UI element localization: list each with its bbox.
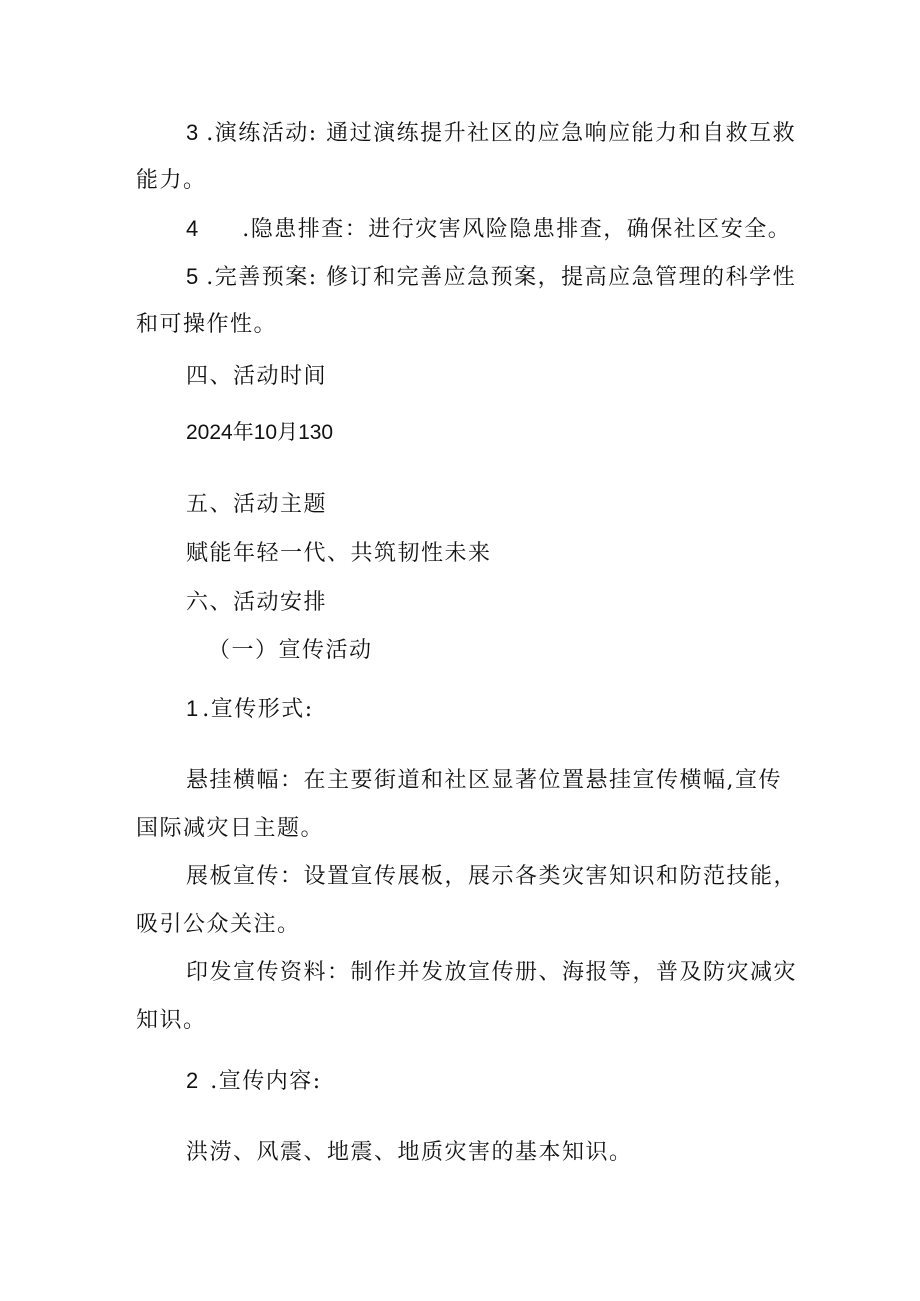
publicity-content-number: 2 [186, 1068, 199, 1093]
publicity-content-label [186, 1066, 322, 1097]
item3-number: 3 [186, 120, 199, 145]
publicity-content-text: .宣传内容: [210, 1069, 322, 1094]
item5-number: 5 [186, 264, 199, 289]
print-line2: 知识。 [136, 1008, 207, 1033]
item5-line2: 和可操作性。 [136, 312, 278, 337]
publicity-form-label [186, 694, 314, 725]
section5-heading: 五、活动主题 [186, 492, 328, 517]
banner-line2: 国际减灾日主题。 [136, 816, 325, 841]
item5-line1 [186, 262, 796, 293]
item4-number: 4 [186, 216, 199, 241]
publicity-form-number: 1 [186, 696, 199, 721]
publicity-content-description: 洪涝、风震、地震、地质灾害的基本知识。 [186, 1140, 633, 1165]
print-line1: 印发宣传资料：制作并发放宣传册、海报等，普及防灾减灾 [186, 960, 798, 985]
item4-line [186, 214, 791, 245]
item3-text: .演练活动: 通过演练提升社区的应急响应能力和自救互救 [206, 121, 797, 146]
section6-heading: 六、活动安排 [186, 590, 328, 615]
board-line2: 吸引公众关注。 [136, 912, 301, 937]
item5-text: .完善预案: 修订和完善应急预案，提高应急管理的科学性 [206, 265, 797, 290]
publicity-form-text: .宣传形式: [202, 697, 314, 722]
board-line1: 展板宣传：设置宣传展板，展示各类灾害知识和防范技能， [186, 864, 798, 889]
section4-heading: 四、活动时间 [186, 364, 328, 389]
activity-theme: 赋能年轻一代、共筑韧性未来 [186, 541, 492, 566]
activity-date: 2024年10月130 [186, 421, 334, 444]
banner-line1: 悬挂横幅：在主要街道和社区显著位置悬挂宣传横幅,宣传 [186, 768, 782, 793]
item4-text: .隐患排查：进行灾害风险隐患排查，确保社区安全。 [242, 217, 792, 242]
item3-line2: 能力。 [136, 168, 207, 193]
item3-line1 [186, 118, 796, 149]
subsection-publicity-heading: （一）宣传活动 [208, 638, 373, 663]
